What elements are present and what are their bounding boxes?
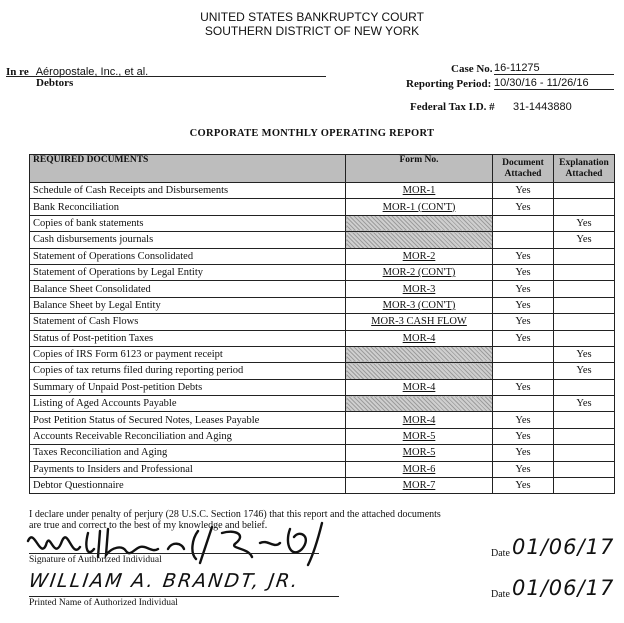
table-row	[30, 215, 615, 231]
form-number	[346, 281, 493, 297]
tax-id-label: Federal Tax I.D. #	[410, 101, 495, 113]
form-number	[346, 428, 493, 444]
explanation-attached	[554, 199, 615, 215]
form-number	[346, 363, 493, 379]
table-row	[30, 445, 615, 461]
required-document: Listing of Aged Accounts Payable	[30, 396, 346, 412]
explanation-attached	[554, 461, 615, 477]
explanation-attached: Yes	[554, 346, 615, 362]
form-number-text: MOR-4	[402, 414, 436, 426]
form-number-text: MOR-5	[402, 447, 436, 459]
required-document: Copies of tax returns filed during reporting period	[30, 363, 346, 379]
debtors-label: Debtors	[36, 77, 74, 89]
form-number-text: MOR-1 (CON'T)	[382, 201, 456, 213]
form-number	[346, 478, 493, 494]
explanation-attached	[554, 281, 615, 297]
caption-line	[6, 62, 326, 76]
reporting-period-value: 10/30/16 - 11/26/16	[494, 77, 614, 90]
form-number	[346, 346, 493, 362]
table-row	[30, 346, 615, 362]
form-number-text: MOR-3 (CON'T)	[382, 299, 456, 311]
date-label-printed: Date	[491, 589, 510, 600]
explanation-attached: Yes	[554, 215, 615, 231]
explanation-attached: Yes	[554, 396, 615, 412]
document-attached: Yes	[493, 330, 554, 346]
required-document: Status of Post-petition Taxes	[30, 330, 346, 346]
document-attached: Yes	[493, 314, 554, 330]
header-explanation-attached: Explanation Attached	[554, 155, 615, 183]
court-name: UNITED STATES BANKRUPTCY COURT	[200, 10, 424, 24]
in-re-label: In re	[6, 66, 29, 78]
table-row	[30, 396, 615, 412]
document-attached: Yes	[493, 428, 554, 444]
required-documents-table	[29, 154, 615, 494]
required-document: Accounts Receivable Reconciliation and Aging	[30, 428, 346, 444]
form-number-text: MOR-7	[402, 480, 436, 492]
form-number	[346, 412, 493, 428]
table-row	[30, 330, 615, 346]
document-attached: Yes	[493, 461, 554, 477]
required-document: Balance Sheet Consolidated	[30, 281, 346, 297]
table-row	[30, 281, 615, 297]
explanation-attached	[554, 183, 615, 199]
form-number-text: MOR-2	[402, 250, 436, 262]
required-document: Copies of IRS Form 6123 or payment receipt	[30, 346, 346, 362]
form-number	[346, 297, 493, 313]
document-attached: Yes	[493, 478, 554, 494]
required-document: Debtor Questionnaire	[30, 478, 346, 494]
form-number	[346, 264, 493, 280]
date-signed-value: 01/06/17	[512, 535, 615, 559]
table-row	[30, 199, 615, 215]
required-document: Statement of Operations Consolidated	[30, 248, 346, 264]
printed-name-label: Printed Name of Authorized Individual	[29, 598, 178, 608]
required-document: Cash disbursements journals	[30, 232, 346, 248]
signature-label: Signature of Authorized Individual	[29, 555, 162, 565]
form-number-text: MOR-3	[402, 283, 436, 295]
document-attached	[493, 232, 554, 248]
case-no-label: Case No.	[451, 63, 493, 75]
document-attached: Yes	[493, 379, 554, 395]
form-number-text: MOR-1	[402, 185, 436, 197]
form-number	[346, 461, 493, 477]
table-row	[30, 428, 615, 444]
document-attached: Yes	[493, 412, 554, 428]
court-district: SOUTHERN DISTRICT OF NEW YORK	[204, 24, 420, 38]
form-number-text: MOR-4	[402, 332, 436, 344]
required-document: Statement of Cash Flows	[30, 314, 346, 330]
required-document: Post Petition Status of Secured Notes, Leases Payable	[30, 412, 346, 428]
document-attached: Yes	[493, 248, 554, 264]
signature-rule	[29, 553, 319, 554]
required-document: Copies of bank statements	[30, 215, 346, 231]
table-row	[30, 248, 615, 264]
form-number-text: MOR-4	[402, 381, 436, 393]
explanation-attached	[554, 412, 615, 428]
explanation-attached	[554, 379, 615, 395]
declaration-line-1: I declare under penalty of perjury (28 U.S.C. Section 1746) that this report and the attached documents	[29, 509, 441, 520]
form-number	[346, 215, 493, 231]
required-document: Taxes Reconciliation and Aging	[30, 445, 346, 461]
table-row	[30, 461, 615, 477]
document-attached	[493, 396, 554, 412]
reporting-period-label: Reporting Period:	[406, 78, 492, 90]
required-document: Payments to Insiders and Professional	[30, 461, 346, 477]
form-number-text: MOR-2 (CON'T)	[382, 267, 456, 279]
table-row	[30, 363, 615, 379]
explanation-attached	[554, 248, 615, 264]
document-attached: Yes	[493, 281, 554, 297]
required-document: Schedule of Cash Receipts and Disbursements	[30, 183, 346, 199]
document-attached: Yes	[493, 445, 554, 461]
header-document-attached: Document Attached	[493, 155, 554, 183]
table-row	[30, 314, 615, 330]
table-row	[30, 412, 615, 428]
form-number	[346, 396, 493, 412]
form-number	[346, 314, 493, 330]
form-number	[346, 330, 493, 346]
document-attached: Yes	[493, 264, 554, 280]
form-number-text: MOR-6	[402, 463, 436, 475]
explanation-attached	[554, 330, 615, 346]
required-document: Statement of Operations by Legal Entity	[30, 264, 346, 280]
form-number-text: MOR-3 CASH FLOW	[371, 316, 467, 328]
debtor-name: Aéropostale, Inc., et al.	[35, 66, 149, 78]
report-title: CORPORATE MONTHLY OPERATING REPORT	[189, 128, 435, 139]
explanation-attached	[554, 264, 615, 280]
printed-name-rule	[29, 596, 339, 597]
form-number	[346, 445, 493, 461]
form-number-text: MOR-5	[402, 431, 436, 443]
table-row	[30, 478, 615, 494]
document-attached: Yes	[493, 297, 554, 313]
form-number	[346, 248, 493, 264]
table-row	[30, 297, 615, 313]
date-printed-value: 01/06/17	[512, 576, 615, 600]
explanation-attached: Yes	[554, 363, 615, 379]
table-row	[30, 183, 615, 199]
required-document: Bank Reconciliation	[30, 199, 346, 215]
form-number	[346, 232, 493, 248]
document-attached: Yes	[493, 183, 554, 199]
table-header-row	[30, 155, 615, 183]
explanation-attached	[554, 445, 615, 461]
explanation-attached	[554, 297, 615, 313]
printed-name-value: WILLIAM A. BRANDT, JR.	[27, 570, 301, 592]
header-form-no: Form No.	[346, 155, 493, 183]
required-document: Balance Sheet by Legal Entity	[30, 297, 346, 313]
date-label-signature: Date	[491, 548, 510, 559]
case-no-value: 16-11275	[494, 62, 614, 75]
form-number	[346, 199, 493, 215]
document-attached	[493, 346, 554, 362]
document-attached	[493, 215, 554, 231]
document-attached: Yes	[493, 199, 554, 215]
table-row	[30, 232, 615, 248]
header-required-documents: REQUIRED DOCUMENTS	[30, 155, 346, 183]
form-number	[346, 183, 493, 199]
declaration-line-2: are true and correct to the best of my knowledge and belief.	[29, 520, 268, 531]
explanation-attached: Yes	[554, 232, 615, 248]
form-number	[346, 379, 493, 395]
document-attached	[493, 363, 554, 379]
table-row	[30, 379, 615, 395]
explanation-attached	[554, 478, 615, 494]
explanation-attached	[554, 428, 615, 444]
tax-id-value: 31-1443880	[513, 101, 572, 113]
required-document: Summary of Unpaid Post-petition Debts	[30, 379, 346, 395]
explanation-attached	[554, 314, 615, 330]
table-row	[30, 264, 615, 280]
